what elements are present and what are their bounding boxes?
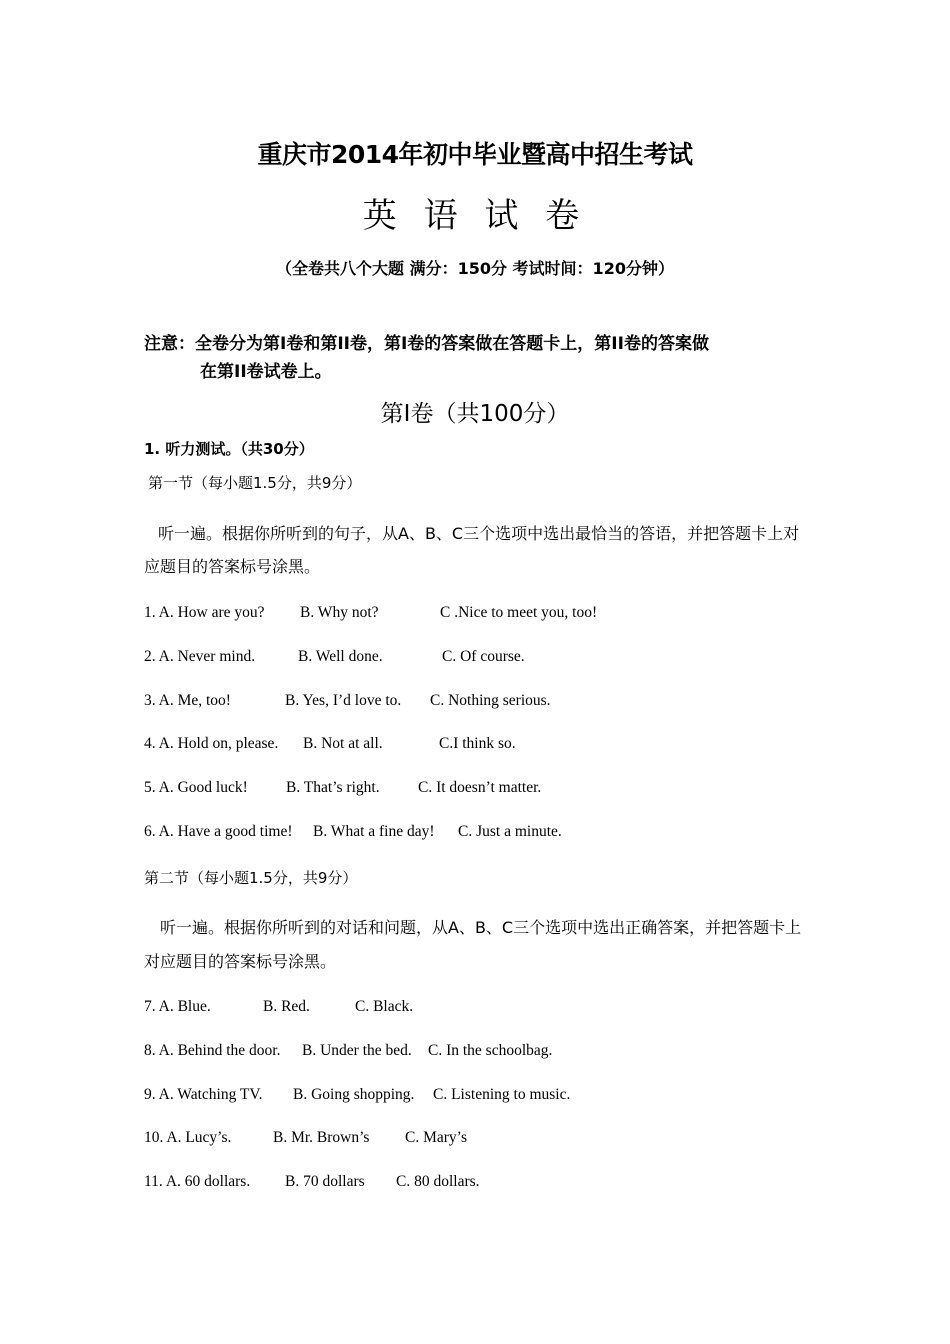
instruction-1-line-2: 应题目的答案标号涂黑。 bbox=[144, 557, 321, 576]
part-title: 第I卷（共100分） bbox=[380, 401, 570, 427]
instruction-2-line-1: 听一遍。根据你所听到的对话和问题，从A、B、C三个选项中选出正确答案，并把答题卡上 bbox=[160, 918, 802, 937]
question-item bbox=[144, 693, 551, 709]
question-item bbox=[144, 605, 597, 621]
option-b: B. That’s right. bbox=[286, 779, 380, 796]
option-a: 11. A. 60 dollars. bbox=[144, 1173, 251, 1190]
option-c: C. 80 dollars. bbox=[396, 1173, 480, 1190]
option-c: C. It doesn’t matter. bbox=[418, 779, 542, 796]
question-item bbox=[144, 649, 525, 665]
option-a: 10. A. Lucy’s. bbox=[144, 1129, 232, 1146]
option-b: B. Under the bed. bbox=[302, 1042, 412, 1059]
option-b: B. Going shopping. bbox=[293, 1086, 415, 1103]
option-c: C. In the schoolbag. bbox=[428, 1042, 553, 1059]
subsection-heading-2: 第二节（每小题1.5分，共9分） bbox=[144, 869, 358, 887]
subject-title: 英 语 试 卷 bbox=[362, 196, 588, 236]
question-item bbox=[144, 1087, 570, 1103]
exam-title: 重庆市2014年初中毕业暨高中招生考试 bbox=[257, 140, 693, 169]
question-item bbox=[144, 824, 562, 840]
option-b: B. Well done. bbox=[298, 648, 383, 665]
question-item bbox=[144, 780, 541, 796]
option-b: B. Mr. Brown’s bbox=[273, 1129, 370, 1146]
question-item bbox=[144, 1130, 467, 1146]
instruction-1-line-1: 听一遍。根据你所听到的句子，从A、B、C三个选项中选出最恰当的答语，并把答题卡上对 bbox=[158, 524, 800, 543]
question-item bbox=[144, 1043, 552, 1059]
option-c: C .Nice to meet you, too! bbox=[440, 604, 598, 621]
option-b: B. 70 dollars bbox=[285, 1173, 365, 1190]
option-a: 8. A. Behind the door. bbox=[144, 1042, 281, 1059]
option-c: C. Just a minute. bbox=[458, 823, 562, 840]
option-c: C. Listening to music. bbox=[433, 1086, 571, 1103]
option-c: C. Mary’s bbox=[405, 1129, 467, 1146]
option-a: 3. A. Me, too! bbox=[144, 692, 231, 709]
option-a: 4. A. Hold on, please. bbox=[144, 735, 279, 752]
option-a: 9. A. Watching TV. bbox=[144, 1086, 263, 1103]
option-b: B. Yes, I’d love to. bbox=[285, 692, 402, 709]
option-b: B. Red. bbox=[263, 998, 310, 1015]
instruction-2-line-2: 对应题目的答案标号涂黑。 bbox=[144, 952, 337, 971]
option-b: B. Not at all. bbox=[303, 735, 383, 752]
option-a: 6. A. Have a good time! bbox=[144, 823, 293, 840]
option-a: 5. A. Good luck! bbox=[144, 779, 248, 796]
option-b: B. Why not? bbox=[300, 604, 379, 621]
question-item bbox=[144, 736, 516, 752]
question-item bbox=[144, 1174, 480, 1190]
option-c: C. Nothing serious. bbox=[430, 692, 551, 709]
section-heading: 1. 听力测试。（共30分） bbox=[144, 440, 314, 458]
option-c: C. Black. bbox=[355, 998, 414, 1015]
option-a: 7. A. Blue. bbox=[144, 998, 211, 1015]
option-c: C. Of course. bbox=[442, 648, 525, 665]
exam-info: （全卷共八个大题 满分：150分 考试时间：120分钟） bbox=[276, 259, 674, 278]
option-a: 2. A. Never mind. bbox=[144, 648, 256, 665]
option-b: B. What a fine day! bbox=[313, 823, 435, 840]
notice-line-1: 注意：全卷分为第I卷和第II卷，第I卷的答案做在答题卡上，第II卷的答案做 bbox=[144, 334, 709, 354]
notice-line-2: 在第II卷试卷上。 bbox=[200, 362, 332, 382]
option-c: C.I think so. bbox=[439, 735, 516, 752]
question-item bbox=[144, 999, 413, 1015]
option-a: 1. A. How are you? bbox=[144, 604, 265, 621]
subsection-heading-1: 第一节（每小题1.5分，共9分） bbox=[148, 474, 362, 492]
